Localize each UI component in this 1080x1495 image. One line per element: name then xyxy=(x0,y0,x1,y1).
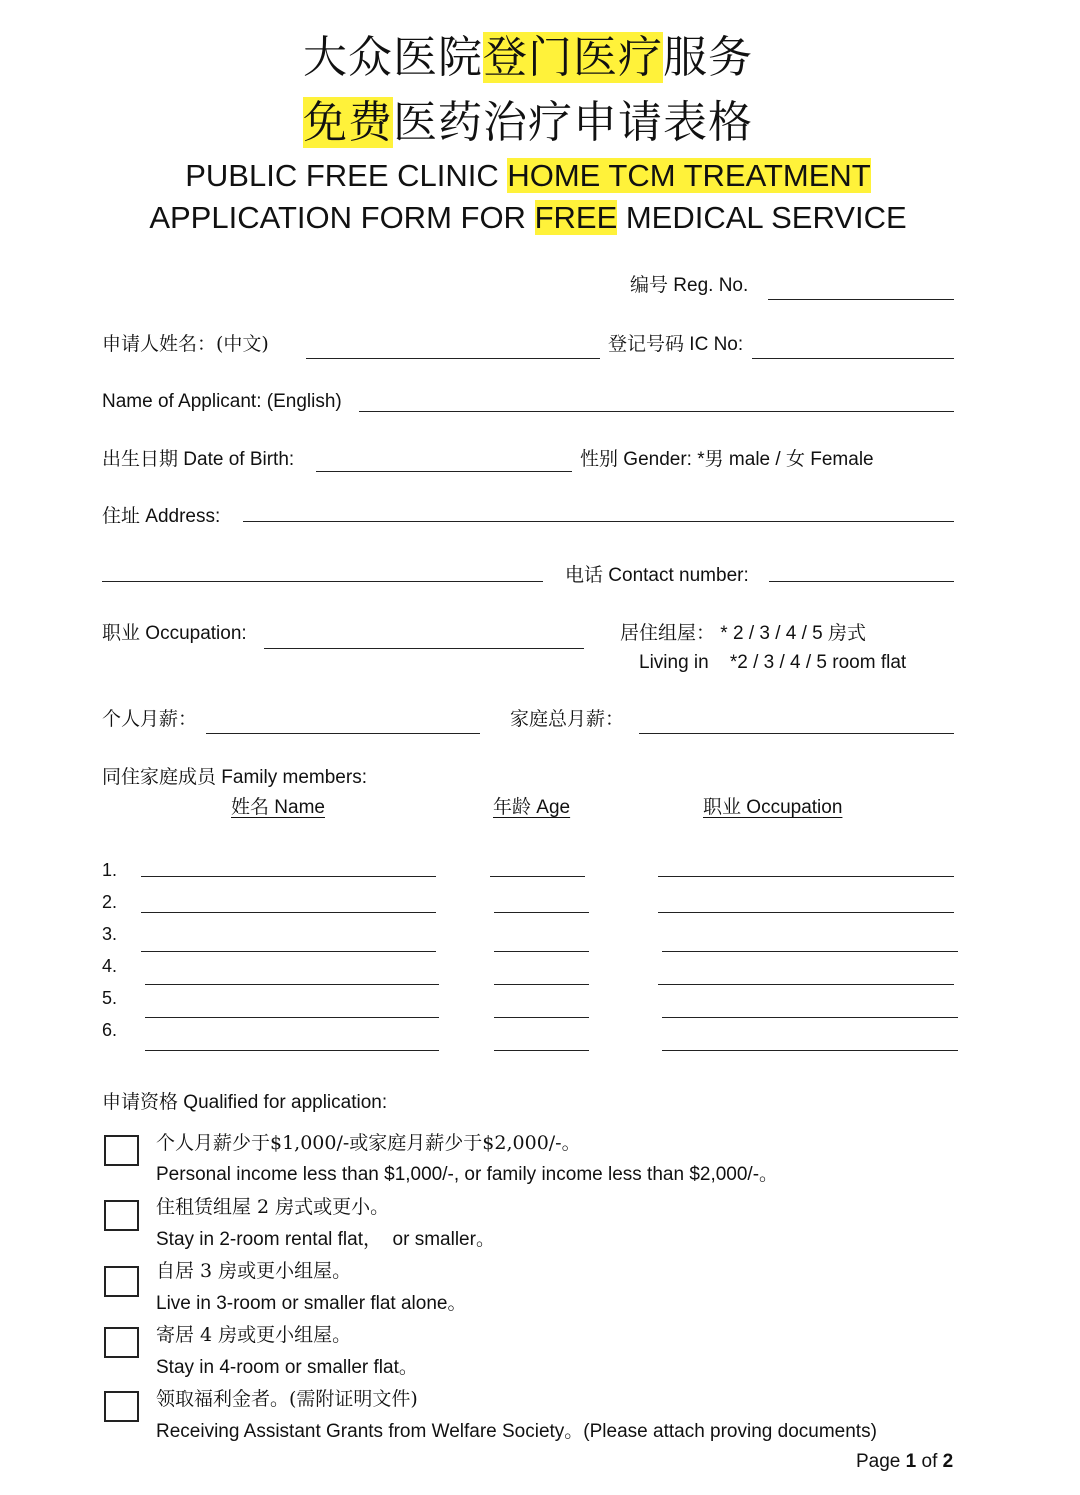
qualify-item-en: Stay in 4-room or smaller flat。 xyxy=(156,1357,418,1378)
contact-field[interactable] xyxy=(769,581,954,582)
family-name-field[interactable] xyxy=(141,951,436,952)
gender-male-en: male / xyxy=(723,449,786,470)
family-members-en: Family members: xyxy=(216,767,367,788)
occupation-en: Occupation: xyxy=(140,623,247,644)
family-name-field[interactable] xyxy=(141,912,436,913)
title-cn1-highlight: 登门医疗 xyxy=(483,32,663,83)
family-name-field[interactable] xyxy=(145,1050,439,1051)
col-occ-cn: 职业 xyxy=(703,796,742,818)
gender-female-en: Female xyxy=(804,449,874,470)
title-english-line2 xyxy=(0,198,1056,238)
family-row-number: 6. xyxy=(102,1020,118,1040)
dob-cn: 出生日期 xyxy=(102,448,179,470)
living-en-label[interactable]: Living in *2 / 3 / 4 / 5 room flat xyxy=(639,652,907,673)
family-age-field[interactable] xyxy=(490,876,585,877)
contact-en: Contact number: xyxy=(603,565,749,586)
col-name-en: Name xyxy=(269,797,325,818)
title-cn2-part: 医药治疗申请表格 xyxy=(393,97,753,148)
qualify-item-en: Stay in 2-room rental flat， or smaller。 xyxy=(156,1229,495,1250)
address-label xyxy=(102,503,220,530)
qualify-checkbox[interactable] xyxy=(104,1266,139,1297)
qualify-checkbox[interactable] xyxy=(104,1135,139,1166)
family-members-cn: 同住家庭成员 xyxy=(102,766,217,788)
ic-no-label xyxy=(608,331,743,358)
gender-label[interactable] xyxy=(580,446,874,473)
family-occupation-field[interactable] xyxy=(662,1017,958,1018)
address-field-line1[interactable] xyxy=(243,521,954,522)
family-occupation-field[interactable] xyxy=(658,876,954,877)
title-en2-part: APPLICATION FORM FOR xyxy=(149,200,535,235)
personal-income-label: 个人月薪： xyxy=(102,708,198,730)
qualify-checkbox[interactable] xyxy=(104,1200,139,1231)
page-of-label: of xyxy=(916,1451,943,1472)
occupation-field[interactable] xyxy=(264,648,584,649)
page-current: 1 xyxy=(905,1451,917,1472)
living-cn: 居住组屋： xyxy=(620,622,716,644)
qualify-item-cn: 领取福利金者。(需附证明文件) xyxy=(156,1388,418,1410)
qualify-label xyxy=(102,1089,387,1116)
qualify-checkbox[interactable] xyxy=(104,1391,139,1422)
living-cn-suffix: 房式 xyxy=(828,622,867,644)
gender-female-cn: 女 xyxy=(785,448,805,470)
reg-no-field[interactable] xyxy=(768,299,954,300)
qualify-item-cn: 住租赁组屋 2 房式或更小。 xyxy=(156,1196,390,1218)
family-name-field[interactable] xyxy=(145,1017,439,1018)
family-row-number: 4. xyxy=(102,956,118,976)
gender-cn: 性别 xyxy=(580,448,619,470)
family-occupation-field[interactable] xyxy=(658,984,954,985)
title-chinese-line1 xyxy=(0,30,1056,86)
applicant-name-en-label: Name of Applicant: (English) xyxy=(102,391,342,412)
col-header-occupation xyxy=(703,794,842,821)
col-name-cn: 姓名 xyxy=(231,796,270,818)
reg-no-label xyxy=(630,272,748,299)
title-en1-part: PUBLIC FREE CLINIC xyxy=(185,158,508,193)
address-cn: 住址 xyxy=(102,505,141,527)
family-row-number: 1. xyxy=(102,860,118,880)
family-age-field[interactable] xyxy=(494,912,589,913)
family-age-field[interactable] xyxy=(494,1050,589,1051)
address-field-line2[interactable] xyxy=(102,581,543,582)
qualify-item-cn: 自居 3 房或更小组屋。 xyxy=(156,1260,352,1282)
col-header-name xyxy=(231,794,325,821)
family-occupation-field[interactable] xyxy=(658,912,954,913)
living-cn-options: * 2 / 3 / 4 / 5 xyxy=(715,623,829,644)
family-age-field[interactable] xyxy=(494,951,589,952)
page-label: Page xyxy=(856,1451,906,1472)
family-occupation-field[interactable] xyxy=(662,951,958,952)
family-name-field[interactable] xyxy=(141,876,436,877)
dob-label xyxy=(102,446,294,473)
family-members-label xyxy=(102,764,367,791)
family-occupation-field[interactable] xyxy=(662,1050,958,1051)
family-row-number: 3. xyxy=(102,924,118,944)
qualify-item-en: Receiving Assistant Grants from Welfare Society。(Please attach proving documents) xyxy=(156,1421,877,1442)
page-total: 2 xyxy=(942,1451,954,1472)
col-header-age xyxy=(493,794,570,821)
qualify-checkbox[interactable] xyxy=(104,1327,139,1358)
ic-no-field[interactable] xyxy=(752,358,954,359)
title-en2-highlight: FREE xyxy=(534,200,618,235)
occupation-cn: 职业 xyxy=(102,622,141,644)
personal-income-field[interactable] xyxy=(206,733,480,734)
occupation-label xyxy=(102,620,247,647)
qualify-item-en: Live in 3-room or smaller flat alone。 xyxy=(156,1293,467,1314)
qualify-item-en: Personal income less than $1,000/-, or family income less than $2,000/-。 xyxy=(156,1164,779,1185)
contact-cn: 电话 xyxy=(565,564,604,586)
title-cn2-highlight: 免费 xyxy=(303,97,393,148)
family-income-field[interactable] xyxy=(639,733,954,734)
dob-en: Date of Birth: xyxy=(178,449,295,470)
ic-no-en: IC No: xyxy=(684,334,744,355)
family-row-number: 2. xyxy=(102,892,118,912)
family-income-label: 家庭总月薪： xyxy=(510,708,625,730)
qualify-cn: 申请资格 xyxy=(102,1091,179,1113)
col-age-cn: 年龄 xyxy=(493,796,532,818)
title-chinese-line2 xyxy=(0,95,1056,151)
title-cn1-part: 服务 xyxy=(663,32,753,83)
living-cn-label[interactable] xyxy=(620,620,866,647)
gender-en: Gender: * xyxy=(618,449,705,470)
ic-no-cn: 登记号码 xyxy=(608,333,685,355)
applicant-name-en-field[interactable] xyxy=(359,411,954,412)
title-en1-highlight: HOME TCM TREATMENT xyxy=(507,158,871,193)
family-age-field[interactable] xyxy=(494,1017,589,1018)
page-number xyxy=(856,1449,953,1475)
qualify-item-cn: 寄居 4 房或更小组屋。 xyxy=(156,1324,352,1346)
applicant-name-cn-label: 申请人姓名：(中文) xyxy=(102,333,269,355)
applicant-name-cn-field[interactable] xyxy=(306,358,600,359)
dob-field[interactable] xyxy=(316,471,572,472)
family-row-number: 5. xyxy=(102,988,118,1008)
family-age-field[interactable] xyxy=(494,984,589,985)
title-en2-part: MEDICAL SERVICE xyxy=(617,200,907,235)
contact-label xyxy=(565,562,749,589)
qualify-en: Qualified for application: xyxy=(178,1092,388,1113)
col-occ-en: Occupation xyxy=(741,797,843,818)
reg-no-cn: 编号 xyxy=(630,274,669,296)
reg-no-en: Reg. No. xyxy=(668,275,749,296)
address-en: Address: xyxy=(140,506,221,527)
family-name-field[interactable] xyxy=(145,984,439,985)
gender-male-cn: 男 xyxy=(704,448,724,470)
title-cn1-part: 大众医院 xyxy=(303,32,483,83)
qualify-item-cn: 个人月薪少于$1,000/-或家庭月薪少于$2,000/-。 xyxy=(156,1132,581,1154)
col-age-en: Age xyxy=(531,797,571,818)
title-english-line1 xyxy=(0,156,1056,196)
